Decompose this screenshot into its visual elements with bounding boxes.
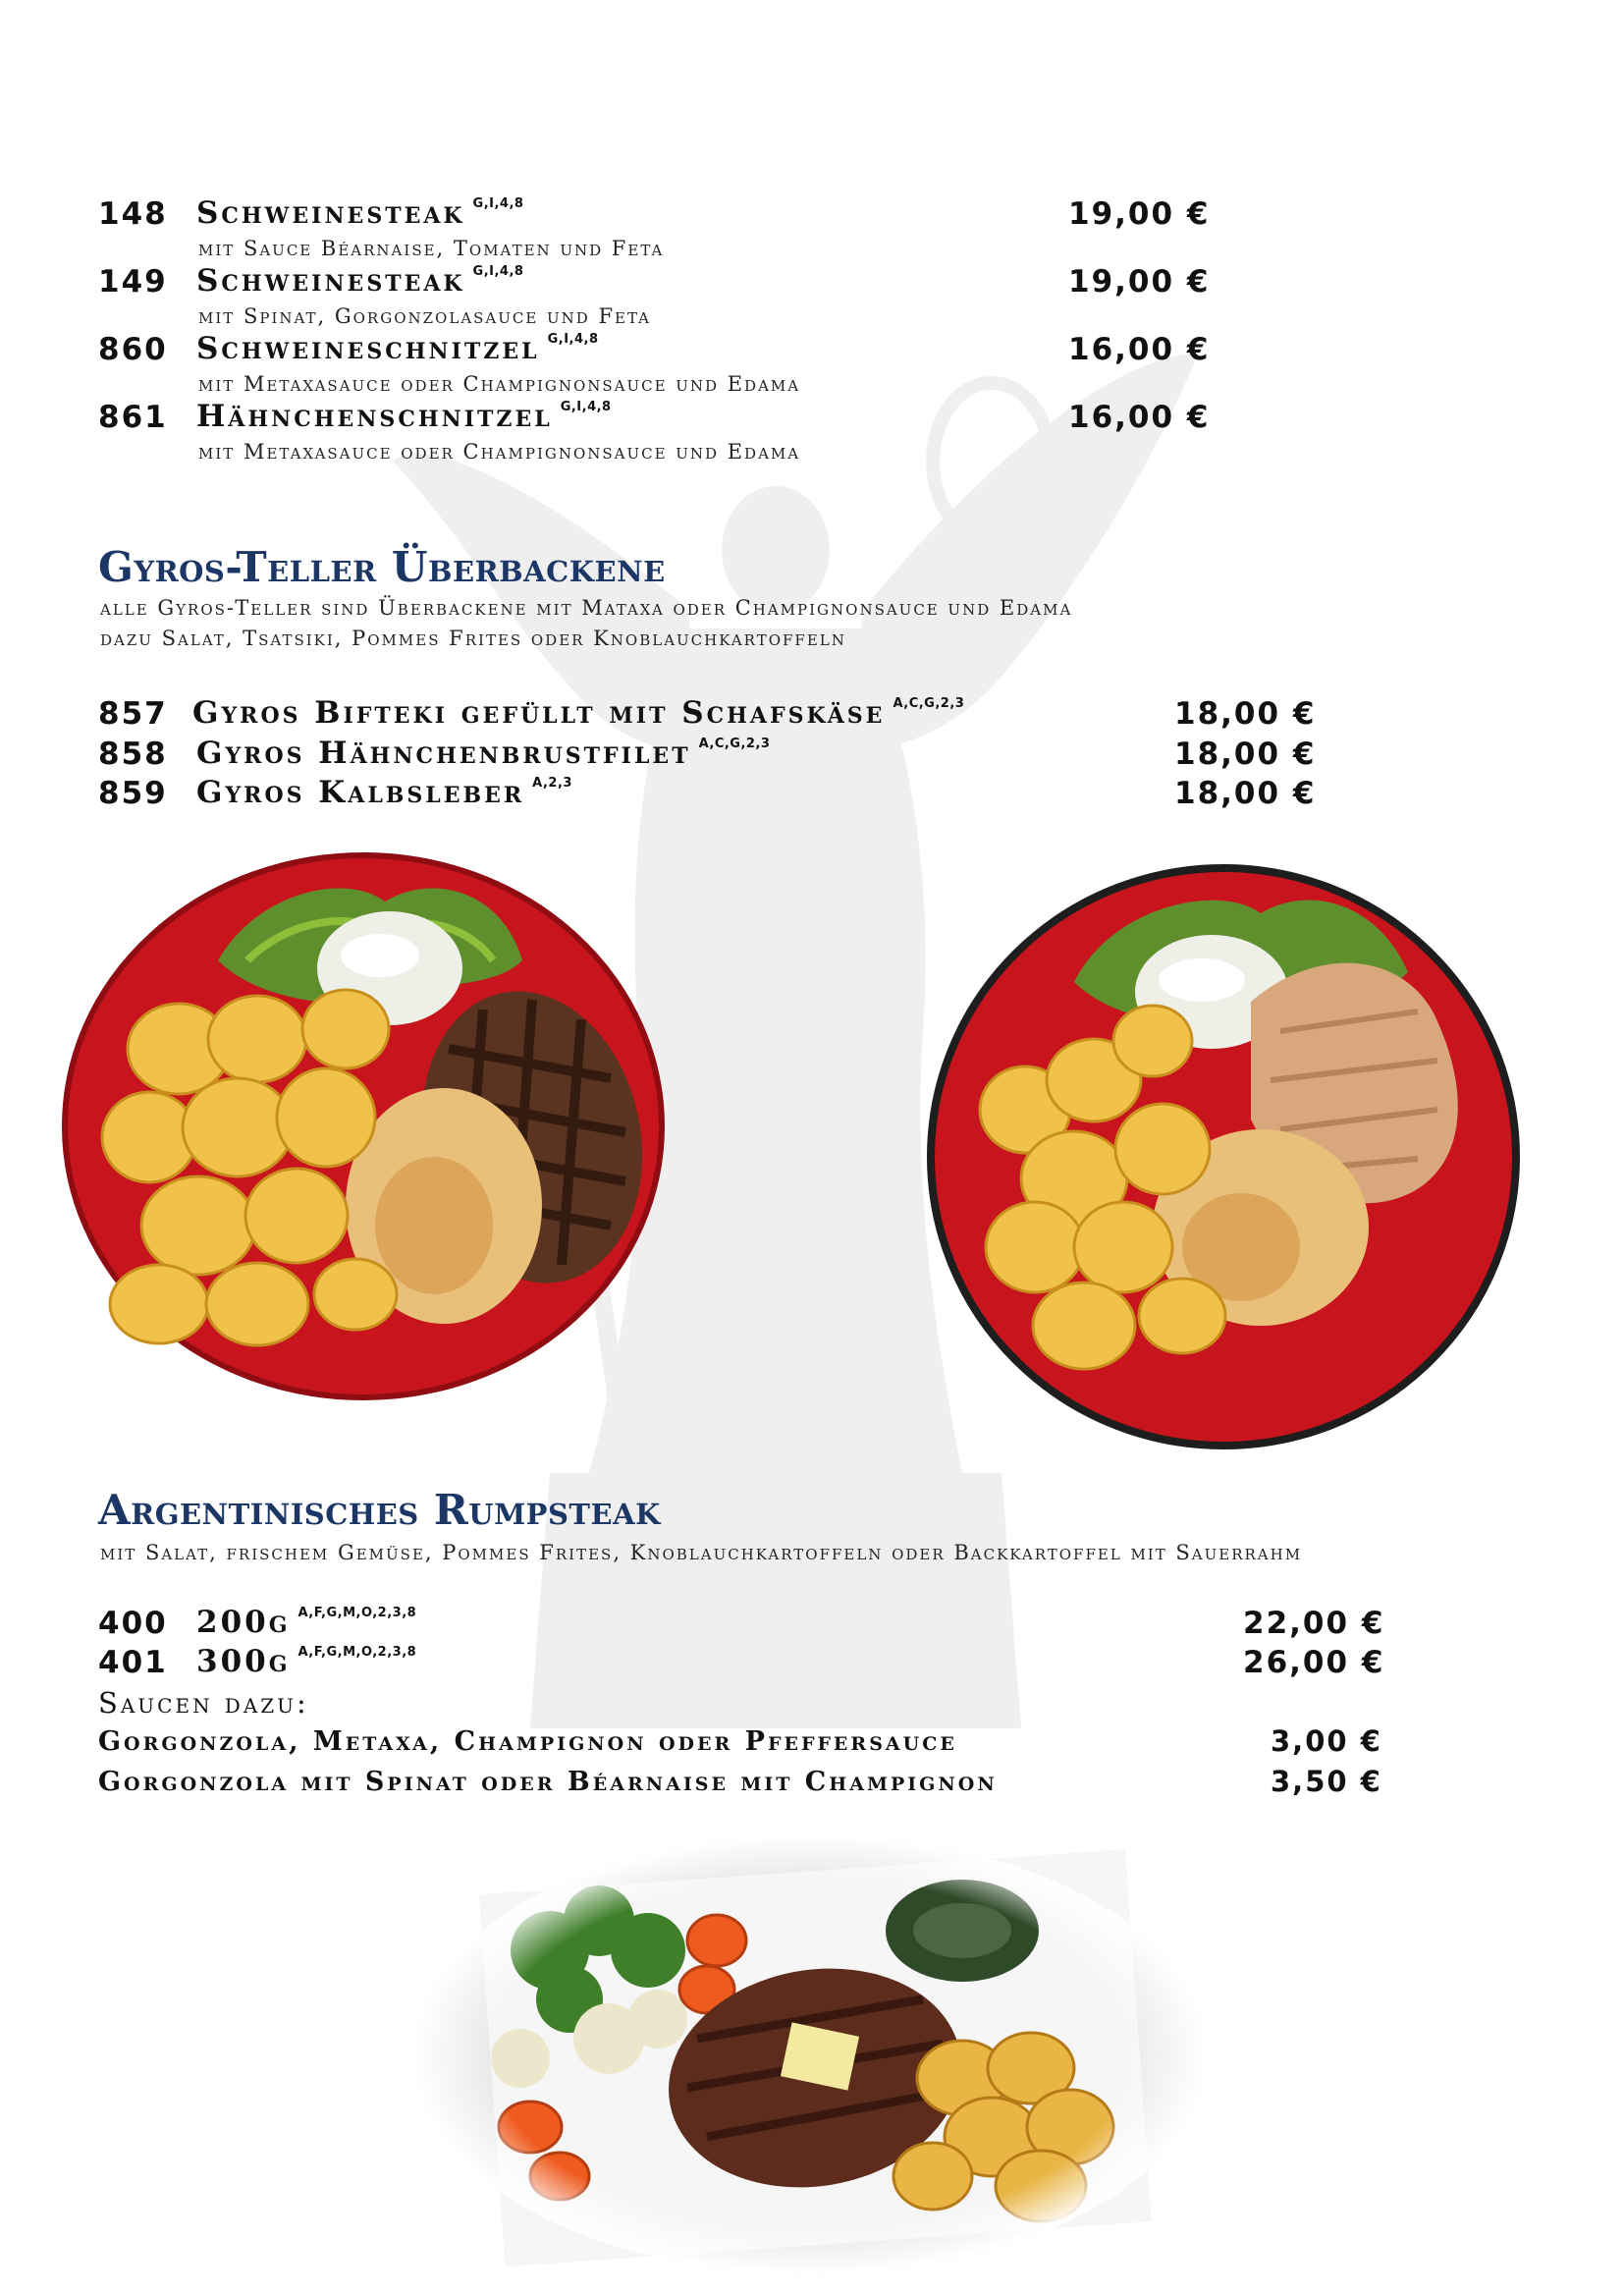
section-subtitle: alle Gyros-Teller sind Überbackene mit Mataxa oder Champignonsauce und Edama <box>100 596 1073 620</box>
sauce-option: Gorgonzola, Metaxa, Champignon oder Pfeffersauce <box>98 1726 957 1757</box>
item-name: Schweinesteak $^{G,I,4,8}$ <box>196 263 524 299</box>
item-number: 858 <box>98 737 168 772</box>
item-name: Schweinesteak $^{G,I,4,8}$ <box>196 195 524 231</box>
item-price: 16,00 € <box>1068 400 1211 435</box>
item-name: Hähnchenschnitzel $^{G,I,4,8}$ <box>196 399 612 434</box>
item-number: 400 <box>98 1606 168 1641</box>
allergen-codes: G,I,4,8 <box>560 400 612 414</box>
item-name: Gyros Hähnchenbrustfilet $^{A,C,G,2,3}$ <box>196 736 771 771</box>
section-subtitle: mit Salat, frischem Gemüse, Pommes Frites, Knoblauchkartoffeln oder Backkartoffel mit Sauerrahm <box>100 1541 1303 1564</box>
allergen-codes: A,2,3 <box>532 776 572 791</box>
sauce-price: 3,00 € <box>1271 1724 1382 1758</box>
item-description: mit Metaxasauce oder Champignonsauce und Edama <box>198 372 801 396</box>
item-price: 19,00 € <box>1068 264 1211 300</box>
gyros-chicken-plate-photo <box>927 864 1520 1449</box>
item-number: 860 <box>98 332 168 367</box>
item-name: Schweineschnitzel $^{G,I,4,8}$ <box>196 331 599 366</box>
item-number: 857 <box>98 696 168 732</box>
item-number: 859 <box>98 776 168 811</box>
allergen-codes: A,C,G,2,3 <box>893 696 965 711</box>
item-price: 18,00 € <box>1174 737 1317 772</box>
gyros-bifteki-plate-photo <box>61 852 666 1400</box>
item-name: 300g $^{A,F,G,M,O,2,3,8}$ <box>196 1644 417 1679</box>
allergen-codes: A,C,G,2,3 <box>698 737 771 751</box>
item-number: 148 <box>98 196 168 232</box>
rumpsteak-plate-photo <box>412 1832 1208 2276</box>
item-price: 22,00 € <box>1243 1606 1385 1641</box>
item-price: 26,00 € <box>1243 1645 1385 1680</box>
item-number: 401 <box>98 1645 168 1680</box>
item-name: Gyros Kalbsleber $^{A,2,3}$ <box>196 775 572 810</box>
sauce-option: Gorgonzola mit Spinat oder Béarnaise mit Champignon <box>98 1767 998 1797</box>
sauces-heading: Saucen dazu: <box>98 1686 309 1720</box>
item-price: 18,00 € <box>1174 696 1317 732</box>
allergen-codes: G,I,4,8 <box>547 332 599 347</box>
sauce-price: 3,50 € <box>1271 1765 1382 1798</box>
allergen-codes: G,I,4,8 <box>472 264 524 279</box>
allergen-codes: A,F,G,M,O,2,3,8 <box>298 1606 417 1620</box>
item-price: 19,00 € <box>1068 196 1211 232</box>
item-number: 861 <box>98 400 168 435</box>
section-heading-gyros: Gyros-Teller Überbackene <box>98 543 666 591</box>
item-name: 200g $^{A,F,G,M,O,2,3,8}$ <box>196 1605 417 1640</box>
allergen-codes: G,I,4,8 <box>472 196 524 211</box>
section-subtitle: dazu Salat, Tsatsiki, Pommes Frites oder Knoblauchkartoffeln <box>100 627 846 650</box>
item-price: 16,00 € <box>1068 332 1211 367</box>
item-number: 149 <box>98 264 168 300</box>
item-name: Gyros Bifteki gefüllt mit Schafskäse $^{A,C,G,2,3}$ <box>192 695 965 731</box>
allergen-codes: A,F,G,M,O,2,3,8 <box>298 1645 417 1660</box>
item-description: mit Sauce Béarnaise, Tomaten und Feta <box>198 237 665 260</box>
item-price: 18,00 € <box>1174 776 1317 811</box>
item-description: mit Spinat, Gorgonzolasauce und Feta <box>198 304 652 328</box>
section-heading-rumpsteak: Argentinisches Rumpsteak <box>98 1486 661 1534</box>
item-description: mit Metaxasauce oder Champignonsauce und Edama <box>198 440 801 464</box>
